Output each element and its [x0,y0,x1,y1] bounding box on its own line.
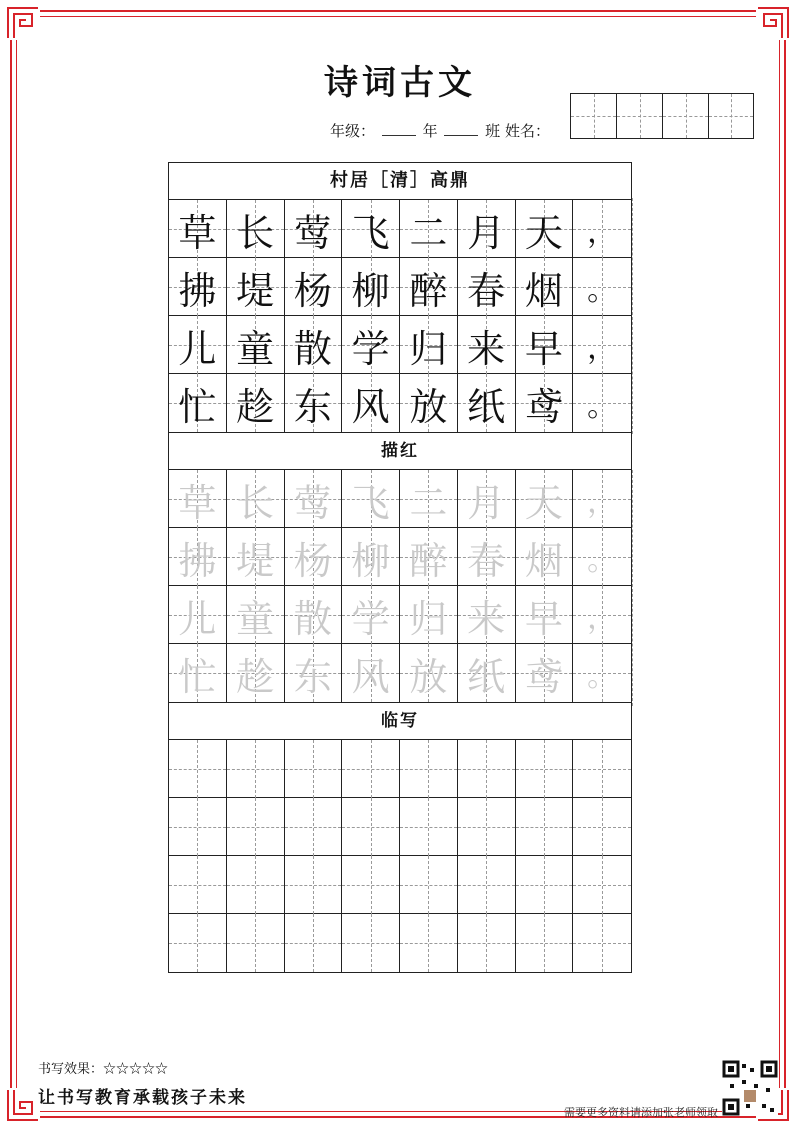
tian-grid-cell[interactable] [169,856,227,914]
tian-grid-cell [458,374,516,432]
name-cell[interactable] [662,93,708,139]
tian-grid-cell[interactable] [169,740,227,798]
character: 烟 [524,268,563,313]
tian-grid-cell [458,316,516,374]
tian-grid-cell[interactable] [458,798,516,856]
tian-grid-cell [342,528,400,586]
character: 。 [587,273,618,308]
character: 放 [409,384,448,429]
character: 杨 [293,538,332,583]
character: 学 [351,596,390,641]
tian-grid-cell[interactable] [573,856,631,914]
student-info-line [330,120,550,141]
tian-grid-cell [169,258,227,316]
tian-grid-cell[interactable] [285,856,343,914]
grid-row [169,528,631,586]
character: 飞 [351,210,390,255]
tian-grid-cell [285,374,343,432]
character: 杨 [293,268,332,313]
tian-grid-cell [400,644,458,702]
tian-grid-cell[interactable] [458,914,516,972]
tian-grid-cell [458,644,516,702]
tian-grid-cell [400,258,458,316]
tian-grid-cell [516,258,574,316]
tian-grid-cell [400,470,458,528]
tian-grid-cell[interactable] [227,856,285,914]
character: 童 [236,326,275,371]
character: 忙 [178,654,217,699]
name-label: 姓名： [504,122,550,140]
character: 。 [587,389,618,424]
character: 拂 [178,538,217,583]
tian-grid-cell [285,316,343,374]
qr-code-icon [722,1060,778,1116]
name-cell[interactable] [708,93,754,139]
tian-grid-cell [227,316,285,374]
tian-grid-cell [227,200,285,258]
character: 风 [351,384,390,429]
tian-grid-cell [285,258,343,316]
tian-grid-cell [573,528,631,586]
grid-row [169,200,631,258]
character: 醉 [409,268,448,313]
character: 东 [293,384,332,429]
tian-grid-cell [227,258,285,316]
tian-grid-cell [285,528,343,586]
tian-grid-cell[interactable] [227,740,285,798]
character: ， [587,215,618,250]
tian-grid-cell [516,644,574,702]
tian-grid-cell [400,374,458,432]
tian-grid-cell [573,316,631,374]
tian-grid-cell [458,470,516,528]
name-writing-grid[interactable] [570,93,754,139]
tian-grid-cell [458,528,516,586]
tian-grid-cell [400,200,458,258]
tian-grid-cell [342,200,400,258]
tian-grid-cell [342,586,400,644]
tian-grid-cell [458,586,516,644]
tian-grid-cell [573,258,631,316]
tian-grid-cell[interactable] [285,740,343,798]
tian-grid-cell [285,470,343,528]
tian-grid-cell[interactable] [169,914,227,972]
writing-score: 书写效果：☆☆☆☆☆ [38,1062,169,1077]
tian-grid-cell [342,316,400,374]
name-cell[interactable] [616,93,662,139]
name-cell[interactable] [570,93,616,139]
character: 来 [467,326,506,371]
character: 月 [467,480,506,525]
tian-grid-cell [458,258,516,316]
tian-grid-cell [516,200,574,258]
tian-grid-cell [169,528,227,586]
tian-grid-cell[interactable] [573,798,631,856]
tian-grid-cell [342,258,400,316]
tian-grid-cell[interactable] [342,798,400,856]
tian-grid-cell[interactable] [516,798,574,856]
character: 东 [293,654,332,699]
tian-grid-cell[interactable] [342,856,400,914]
tian-grid-cell [516,470,574,528]
year-label: 年 [422,122,438,140]
copy-heading: 临写 [169,702,631,740]
character: 莺 [293,480,332,525]
tian-grid-cell [169,374,227,432]
character: 长 [236,210,275,255]
character: 散 [293,326,332,371]
grid-row [169,740,631,798]
character: 天 [524,210,563,255]
tian-grid-cell [573,374,631,432]
grid-row [169,644,631,702]
tian-grid-cell[interactable] [516,914,574,972]
character: 儿 [178,326,217,371]
tian-grid-cell [573,470,631,528]
character: 飞 [351,480,390,525]
character: 春 [467,268,506,313]
tian-grid-cell[interactable] [516,740,574,798]
character: 归 [409,326,448,371]
character: 堤 [236,538,275,583]
character: 长 [236,480,275,525]
character: 春 [467,538,506,583]
grid-row [169,470,631,528]
tian-grid-cell[interactable] [400,798,458,856]
tian-grid-cell [169,586,227,644]
character: 月 [467,210,506,255]
character: 童 [236,596,275,641]
character: 忙 [178,384,217,429]
tian-grid-cell [573,586,631,644]
trace-grid [169,470,631,702]
tian-grid-cell[interactable] [342,740,400,798]
tian-grid-cell [285,586,343,644]
tian-grid-cell [516,316,574,374]
tian-grid-cell[interactable] [400,914,458,972]
tian-grid-cell[interactable] [227,798,285,856]
character: 学 [351,326,390,371]
character: 。 [587,543,618,578]
tian-grid-cell [285,200,343,258]
character: 二 [409,210,448,255]
character: 拂 [178,268,217,313]
character: 早 [524,596,563,641]
grid-row [169,258,631,316]
character: 柳 [351,538,390,583]
character: 天 [524,480,563,525]
corner-ornament-top-left [6,6,40,40]
character: ， [587,601,618,636]
tian-grid-cell[interactable] [227,914,285,972]
grid-row [169,798,631,856]
tian-grid-cell[interactable] [516,856,574,914]
character: 来 [467,596,506,641]
character: 散 [293,596,332,641]
tian-grid-cell[interactable] [400,856,458,914]
tian-grid-cell[interactable] [169,798,227,856]
tian-grid-cell[interactable] [573,914,631,972]
poem-heading: 村居［清］高鼎 [169,163,631,200]
character: 堤 [236,268,275,313]
tian-grid-cell[interactable] [458,856,516,914]
tian-grid-cell [227,374,285,432]
tian-grid-cell [573,200,631,258]
character: 早 [524,326,563,371]
tian-grid-cell [169,644,227,702]
class-blank[interactable] [444,121,478,136]
tian-grid-cell [573,644,631,702]
tian-grid-cell[interactable] [285,798,343,856]
outer-guide-line [632,198,633,434]
character: 烟 [524,538,563,583]
character: 放 [409,654,448,699]
tian-grid-cell [227,586,285,644]
tian-grid-cell [342,644,400,702]
tian-grid-cell [227,528,285,586]
character: 柳 [351,268,390,313]
character: 。 [587,659,618,694]
grid-row [169,914,631,972]
tian-grid-cell [458,200,516,258]
grid-row [169,374,631,432]
character: 鸢 [524,384,563,429]
character: 归 [409,596,448,641]
character: 二 [409,480,448,525]
grid-row [169,316,631,374]
page-title: 诗词古文 [324,63,476,103]
tian-grid-cell [169,470,227,528]
worksheet [168,162,632,973]
character: 醉 [409,538,448,583]
grid-row [169,856,631,914]
trace-heading: 描红 [169,432,631,470]
tian-grid-cell[interactable] [400,740,458,798]
tian-grid-cell[interactable] [342,914,400,972]
tian-grid-cell [400,316,458,374]
footer-note: 需要更多资料请添加张老师领取 [564,1106,718,1119]
character: 草 [178,480,217,525]
character: ， [587,331,618,366]
tian-grid-cell [342,470,400,528]
character: 纸 [467,384,506,429]
tian-grid-cell [516,528,574,586]
tian-grid-cell [169,200,227,258]
poem-grid [169,200,631,432]
character: 风 [351,654,390,699]
tian-grid-cell [400,586,458,644]
grade-label: 年级： [330,122,376,140]
tian-grid-cell [285,644,343,702]
footer-motto: 让书写教育承载孩子未来 [38,1088,247,1108]
character: 趁 [236,654,275,699]
tian-grid-cell [227,644,285,702]
tian-grid-cell [516,374,574,432]
tian-grid-cell [516,586,574,644]
tian-grid-cell[interactable] [573,740,631,798]
grade-blank[interactable] [382,121,416,136]
character: 儿 [178,596,217,641]
corner-ornament-top-right [756,6,790,40]
tian-grid-cell [400,528,458,586]
character: ， [587,485,618,520]
tian-grid-cell [227,470,285,528]
copy-grid [169,740,631,972]
tian-grid-cell[interactable] [285,914,343,972]
tian-grid-cell [169,316,227,374]
character: 草 [178,210,217,255]
character: 纸 [467,654,506,699]
class-label: 班 [485,122,501,140]
grid-row [169,586,631,644]
character: 鸢 [524,654,563,699]
tian-grid-cell [342,374,400,432]
corner-ornament-bottom-left [6,1088,40,1122]
outer-guide-line [632,470,633,706]
character: 莺 [293,210,332,255]
character: 趁 [236,384,275,429]
tian-grid-cell[interactable] [458,740,516,798]
